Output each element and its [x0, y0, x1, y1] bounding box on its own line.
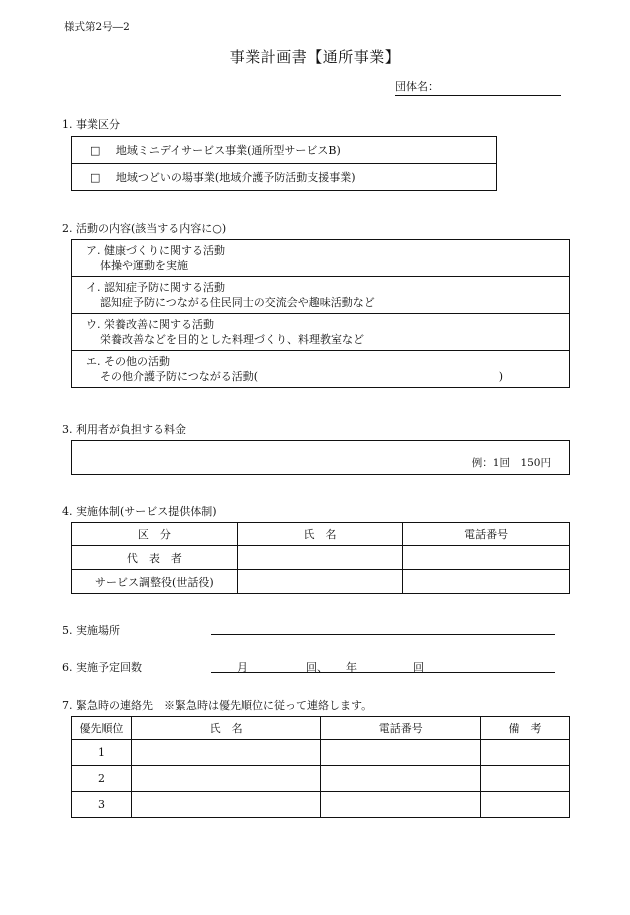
category-label: 地域つどいの場事業(地域介護予防活動支援事業) — [115, 171, 356, 184]
column-header: 優先順位 — [72, 717, 132, 740]
month-label: 月 — [237, 661, 248, 674]
phone-cell[interactable] — [403, 546, 570, 570]
activity-item[interactable] — [72, 314, 570, 351]
activity-title: ウ. 栄養改善に関する活動 — [86, 318, 214, 331]
activity-item[interactable] — [72, 240, 570, 277]
column-header: 電話番号 — [321, 717, 481, 740]
phone-cell[interactable] — [321, 766, 481, 792]
phone-cell[interactable] — [403, 570, 570, 594]
activity-detail-close: ) — [498, 370, 503, 383]
column-header: 区 分 — [72, 523, 238, 546]
section-5-heading: 5. 実施場所 — [62, 624, 120, 637]
business-category-table — [71, 136, 497, 191]
priority-number: 2 — [72, 766, 132, 792]
category-option[interactable] — [72, 137, 497, 164]
checkbox-icon[interactable]: □ — [90, 144, 101, 157]
activity-title: ア. 健康づくりに関する活動 — [86, 244, 225, 257]
location-input-line[interactable] — [211, 634, 555, 635]
role-label: サービス調整役(世話役) — [72, 570, 238, 594]
page-title: 事業計画書【通所事業】 — [229, 48, 401, 66]
emergency-contact-table — [71, 716, 570, 818]
staffing-table — [71, 522, 570, 594]
section-1-heading: 1. 事業区分 — [62, 118, 120, 131]
table-header-row — [72, 717, 570, 740]
activity-content-table — [71, 239, 570, 388]
priority-number: 1 — [72, 740, 132, 766]
name-cell[interactable] — [131, 766, 321, 792]
activity-detail: その他介護予防につながる活動( — [100, 370, 259, 383]
name-cell[interactable] — [131, 740, 321, 766]
form-number: 様式第2号―2 — [64, 21, 130, 33]
activity-title: イ. 認知症予防に関する活動 — [86, 281, 225, 294]
column-header: 氏 名 — [237, 523, 403, 546]
activity-detail: 栄養改善などを目的とした料理づくり、料理教室など — [100, 333, 364, 346]
year-label: 年 — [346, 661, 357, 674]
organization-name-field[interactable] — [395, 78, 561, 96]
table-row — [72, 546, 570, 570]
table-row — [72, 740, 570, 766]
category-option[interactable] — [72, 164, 497, 191]
table-row — [72, 570, 570, 594]
organization-label: 団体名： — [395, 80, 439, 93]
section-3-heading: 3. 利用者が負担する料金 — [62, 423, 186, 436]
schedule-input-line[interactable] — [211, 672, 555, 673]
category-label: 地域ミニデイサービス事業(通所型サービスB) — [115, 144, 341, 157]
activity-item[interactable] — [72, 351, 570, 388]
table-header-row — [72, 523, 570, 546]
section-6-heading: 6. 実施予定回数 — [62, 661, 142, 674]
section-2-heading: 2. 活動の内容(該当する内容に○) — [62, 222, 227, 235]
checkbox-icon[interactable]: □ — [90, 171, 101, 184]
fee-input-box[interactable] — [71, 440, 570, 475]
name-cell[interactable] — [237, 546, 403, 570]
times-label: 回、 — [306, 661, 328, 674]
remarks-cell[interactable] — [481, 766, 570, 792]
activity-title: エ. その他の活動 — [86, 355, 170, 368]
section-4-heading: 4. 実施体制(サービス提供体制) — [62, 505, 217, 518]
priority-number: 3 — [72, 792, 132, 818]
column-header: 氏 名 — [131, 717, 321, 740]
table-row — [72, 792, 570, 818]
name-cell[interactable] — [131, 792, 321, 818]
column-header: 備 考 — [481, 717, 570, 740]
phone-cell[interactable] — [321, 792, 481, 818]
times-label: 回 — [413, 661, 424, 674]
table-row — [72, 766, 570, 792]
remarks-cell[interactable] — [481, 740, 570, 766]
name-cell[interactable] — [237, 570, 403, 594]
fee-example: 例：1回 150円 — [471, 457, 551, 469]
activity-detail: 体操や運動を実施 — [100, 259, 188, 272]
phone-cell[interactable] — [321, 740, 481, 766]
section-7-heading: 7. 緊急時の連絡先 ※緊急時は優先順位に従って連絡します。 — [62, 699, 373, 712]
column-header: 電話番号 — [403, 523, 570, 546]
remarks-cell[interactable] — [481, 792, 570, 818]
activity-item[interactable] — [72, 277, 570, 314]
activity-detail: 認知症予防につながる住民同士の交流会や趣味活動など — [100, 296, 375, 309]
role-label: 代 表 者 — [72, 546, 238, 570]
